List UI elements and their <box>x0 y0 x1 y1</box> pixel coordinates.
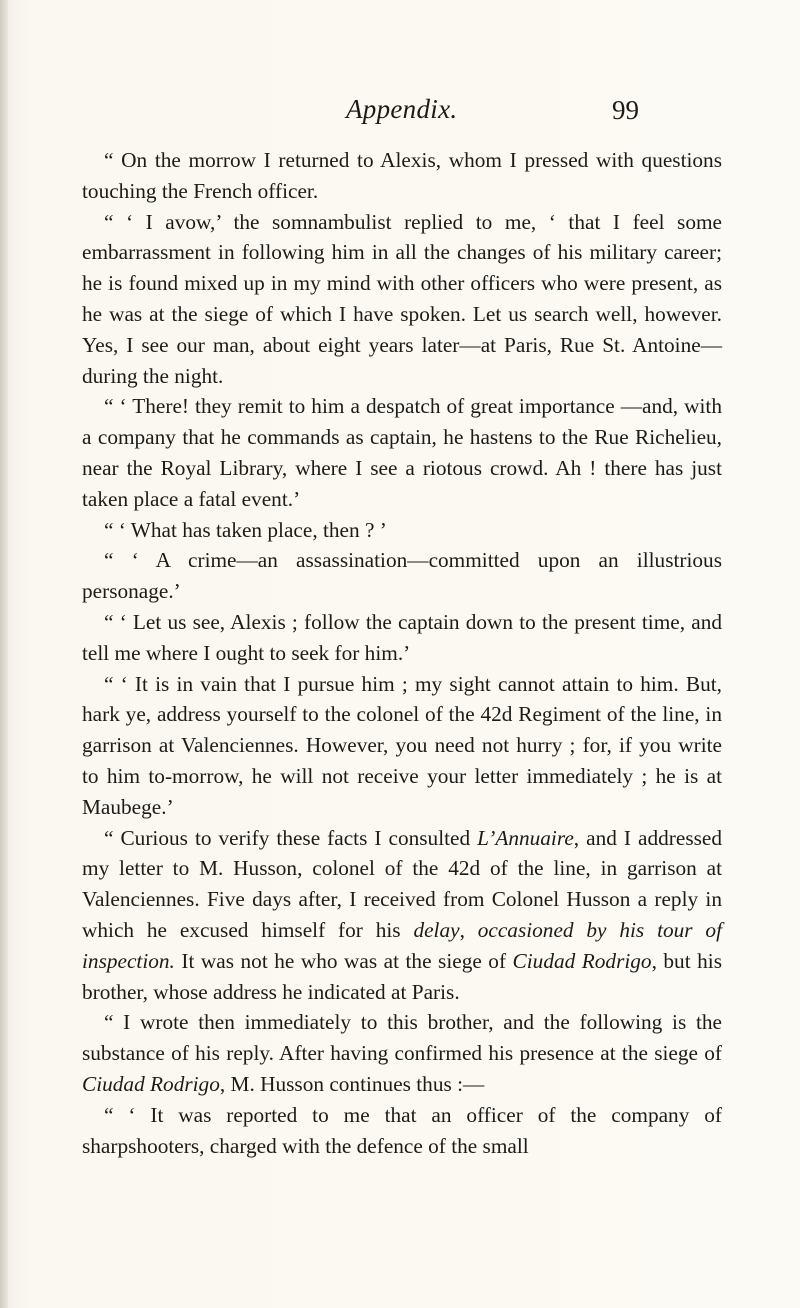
text-segment: It was not he who was at the siege of <box>174 948 513 973</box>
paragraph <box>82 823 722 1008</box>
text-segment: , M. Husson continues thus :— <box>219 1071 485 1096</box>
paragraph <box>82 1007 722 1099</box>
page-gutter-shadow <box>0 0 8 1308</box>
paragraph <box>82 145 722 207</box>
text-segment: “ ‘ It was reported to me that an officer of the company of sharpshooters, charged with the defence of the small <box>82 1102 722 1158</box>
paragraph <box>82 515 722 546</box>
text-segment: , and I addressed my letter to M. Husson, colonel of the 42d of the line, in garrison at Valenciennes. Five days after, I received from Colonel Husson a reply in which he excused himself for his <box>82 825 722 942</box>
italic-text: occasioned by his tour of inspection. <box>82 917 722 973</box>
running-title: Appendix. <box>346 94 458 124</box>
text-segment: “ I wrote then immediately to this brother, and the following is the substance of his reply. After having confirmed his presence at the siege of <box>82 1010 722 1066</box>
paragraph <box>82 207 722 392</box>
paragraph <box>82 669 722 823</box>
paragraph <box>82 391 722 514</box>
page-number: 99 <box>612 95 639 125</box>
paragraph <box>82 1100 722 1162</box>
italic-text: Ciudad Rodrigo <box>512 948 652 973</box>
italic-text: Ciudad Rodrigo <box>82 1071 220 1096</box>
text-segment: , <box>459 917 478 942</box>
italic-text: L’Annuaire <box>477 825 574 850</box>
text-segment: “ ‘ I avow,’ the somnambulist replied to me, ‘ that I feel some embarrassment in following him in all the changes of his military career; he is found mixed up in my mind with other officers who were present, as he was at the siege of which I have spoken. Let us search well, however. Yes, I see our man, about eight years later—at Paris, Rue St. Antoine—during the night. <box>82 209 722 388</box>
body-text <box>82 145 722 1161</box>
paragraph <box>82 607 722 669</box>
text-segment: , but his brother, whose address he indicated at Paris. <box>82 948 722 1004</box>
text-segment: “ Curious to verify these facts I consulted <box>104 825 478 850</box>
paragraph <box>82 545 722 607</box>
text-segment: “ ‘ What has taken place, then ? ’ <box>104 517 387 542</box>
text-segment: “ ‘ There! they remit to him a despatch of great importance —and, with a company that he commands as captain, he hastens to the Rue Richelieu, near the Royal Library, where I see a riotous crowd. Ah ! there has just taken place a fatal event.’ <box>82 394 722 511</box>
text-segment: “ On the morrow I returned to Alexis, whom I pressed with questions touching the French officer. <box>82 148 722 203</box>
text-segment: “ ‘ A crime—an assassination—committed upon an illustrious personage.’ <box>82 548 722 604</box>
text-segment: “ ‘ Let us see, Alexis ; follow the captain down to the present time, and tell me where I ought to seek for him.’ <box>82 609 722 665</box>
text-segment: “ ‘ It is in vain that I pursue him ; my sight cannot attain to him. But, hark ye, address yourself to the colonel of the 42d Regiment of the line, in garrison at Valenciennes. However, you need not hurry ; for, if you write to him to-morrow, he will not receive your letter immediately ; he is at Maubege.’ <box>82 671 722 819</box>
italic-text: delay <box>413 917 460 942</box>
